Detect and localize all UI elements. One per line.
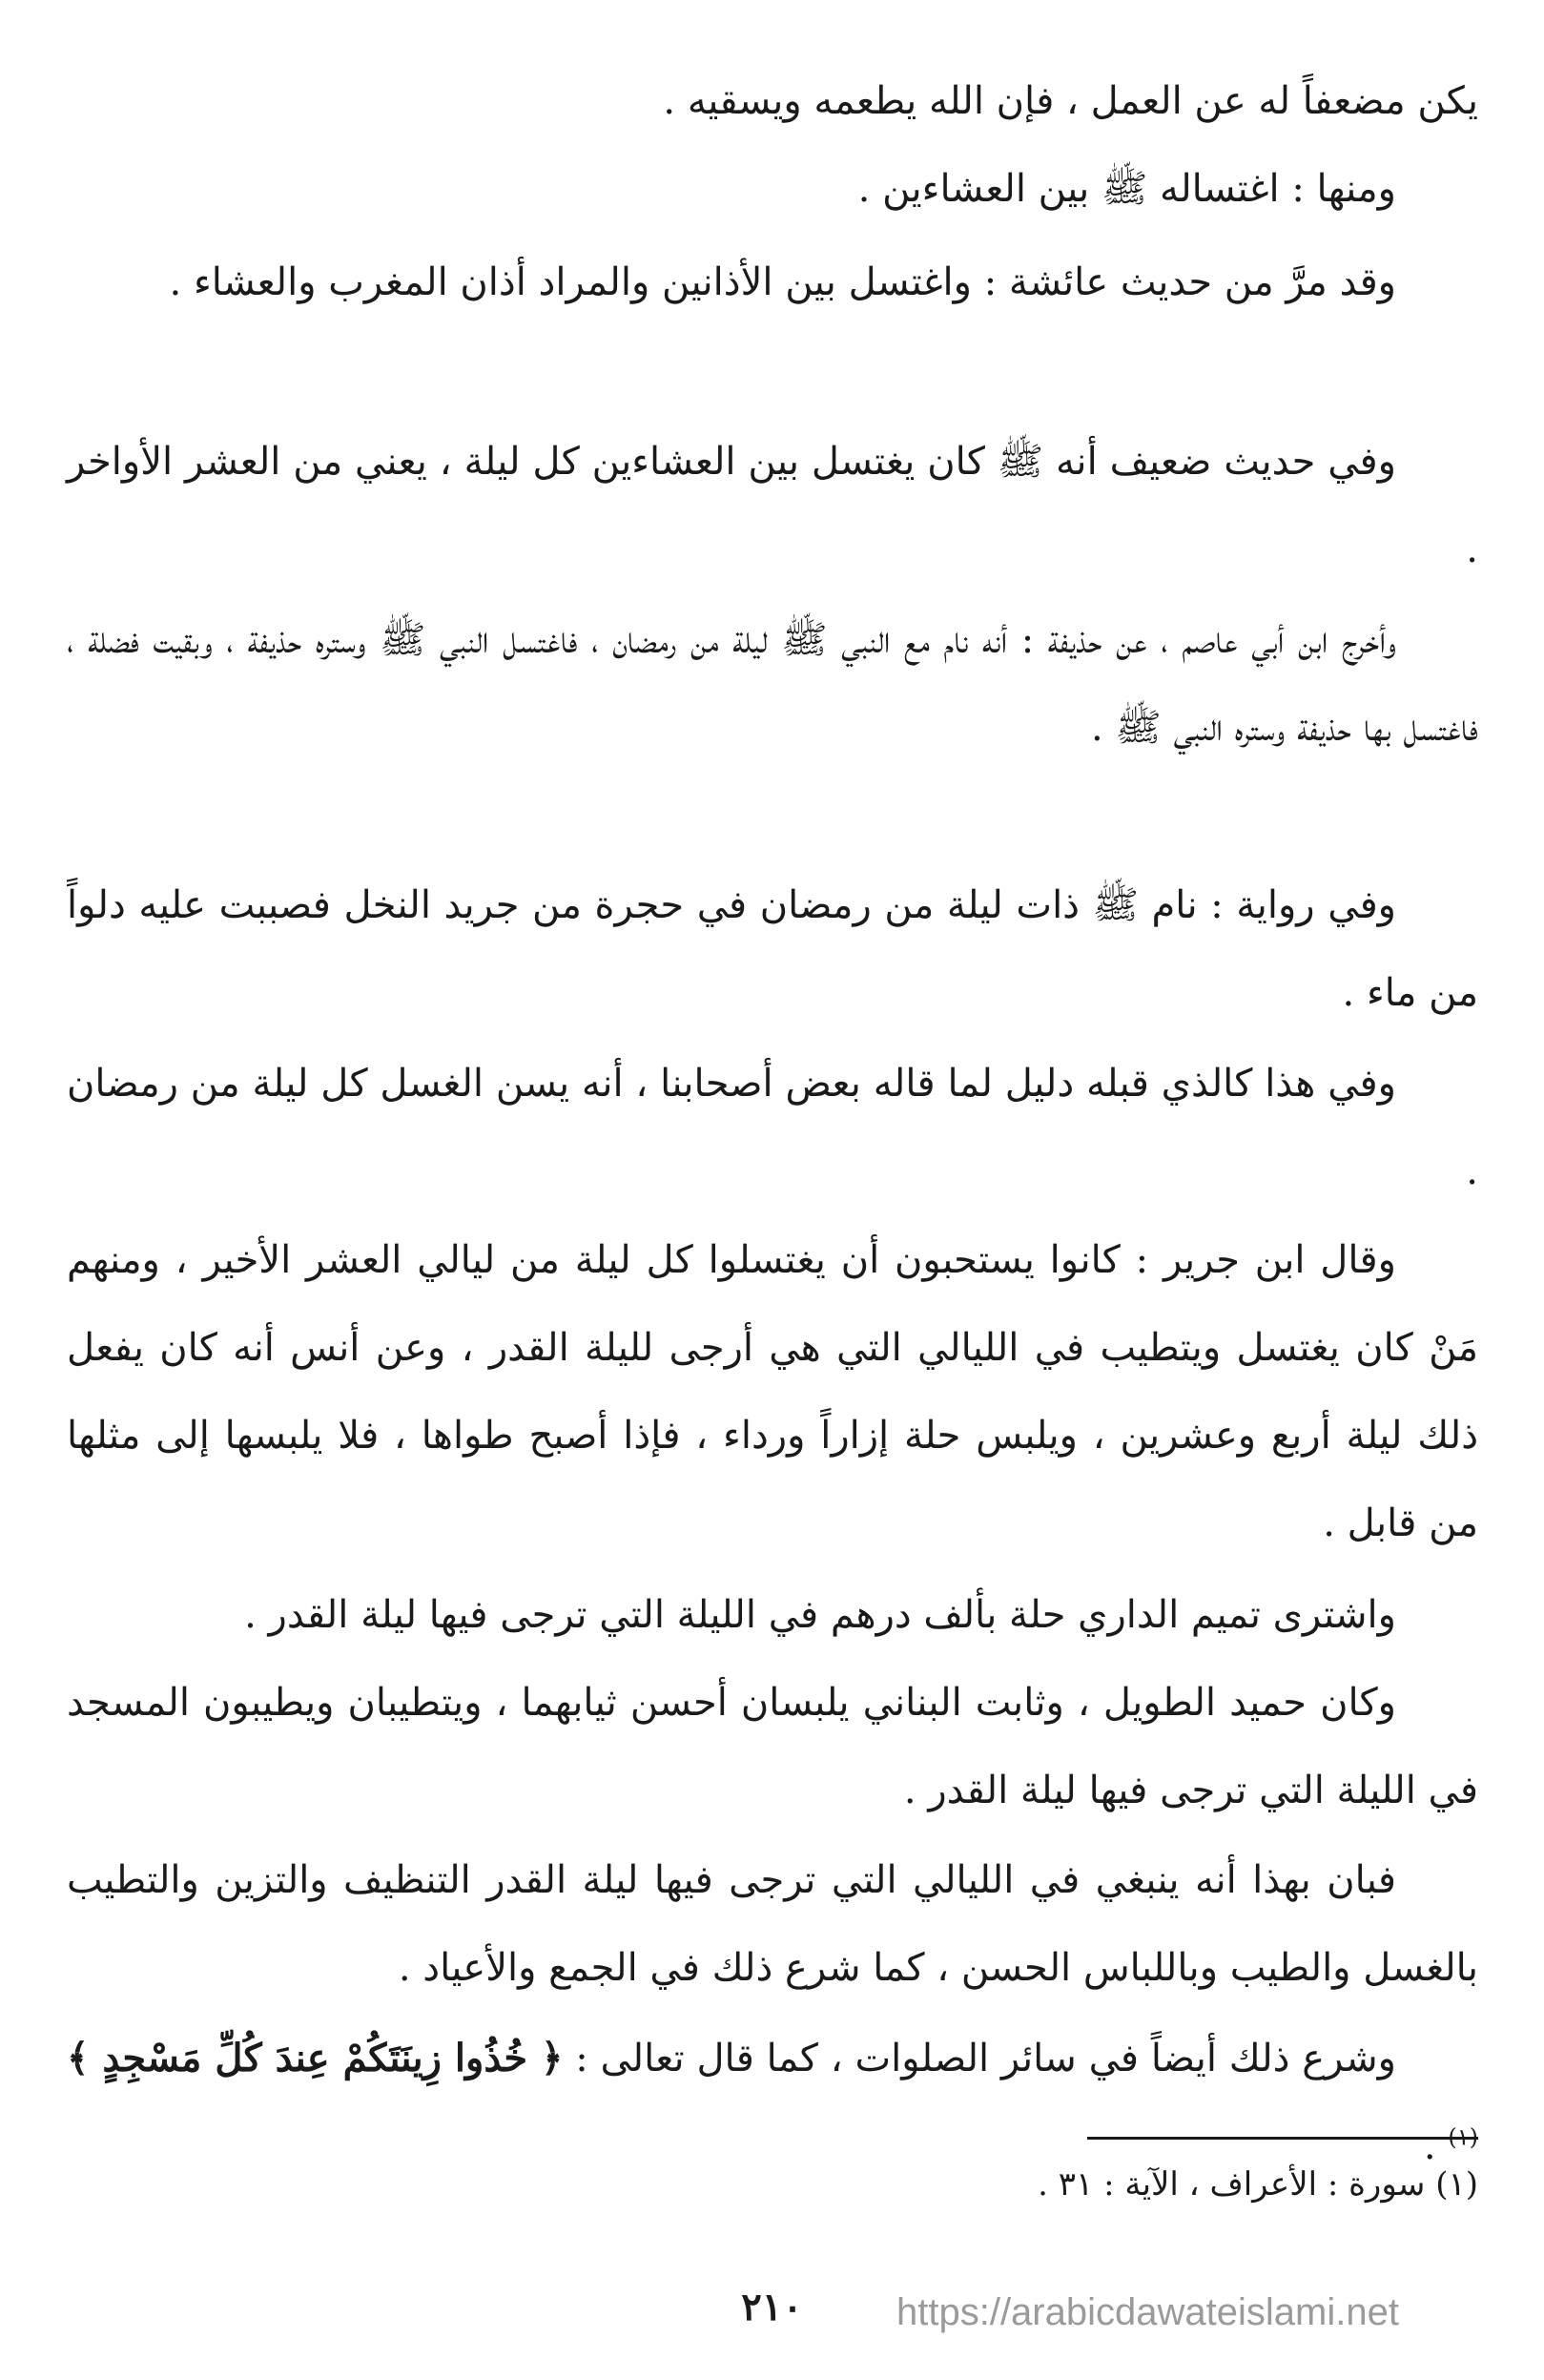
footnote-reference[interactable]: (١): [1448, 2123, 1478, 2151]
watermark-url: https://arabicdawateislami.net: [896, 2291, 1399, 2333]
paragraph-2: ومنها : اغتساله ﷺ بين العشاءين .: [857, 167, 1396, 211]
paragraph-5: وأخرج ابن أبي عاصم ، عن حذيفة : أنه نام مع النبي ﷺ ليلة من رمضان ، فاغتسل النبي ﷺ وستره حذيفة ، وبقيت فضلة ، فاغتسل بها حذيفة وستره النبي ﷺ .: [67, 618, 1478, 750]
paragraph-10: وكان حميد الطويل ، وثابت البناني يلبسان أحسن ثيابهما ، ويتطيبان ويطيبون المسجد في الليلة التي ترجى فيها ليلة القدر .: [67, 1681, 1478, 1812]
book-page: [67, 57, 1478, 2289]
quran-verse: ﴿ خُذُوا زِينَتَكُمْ عِندَ كُلِّ مَسْجِدٍ ﴾: [67, 2036, 564, 2080]
paragraph-11: فبان بهذا أنه ينبغي في الليالي التي ترجى فيها ليلة القدر التنظيف والتزين والتطيب بالغسل والطيب وباللباس الحسن ، كما شرع ذلك في الجمع والأعياد .: [67, 1858, 1478, 1990]
paragraph-8: وقال ابن جرير : كانوا يستحبون أن يغتسلوا كل ليلة من ليالي العشر الأخير ، ومنهم مَنْ كان يغتسل ويتطيب في الليالي التي هي أرجى لليلة القدر ، وعن أنس أنه كان يفعل ذلك ليلة أربع وعشرين ، ويلبس حلة إزاراً ورداء ، فإذا أصبح طواها ، فلا يلبسها إلى مثلها من قابل .: [67, 1238, 1479, 1545]
paragraph-12-end: .: [1423, 2124, 1449, 2168]
paragraph-4: وفي حديث ضعيف أنه ﷺ كان يغتسل بين العشاءين كل ليلة ، يعني من العشر الأواخر .: [67, 440, 1478, 571]
paragraph-1: يكن مضعفاً له عن العمل ، فإن الله يطعمه ويسقيه .: [663, 79, 1478, 123]
paragraph-12-text: وشرع ذلك أيضاً في سائر الصلوات ، كما قال تعالى :: [563, 2037, 1397, 2080]
paragraph-7: وفي هذا كالذي قبله دليل لما قاله بعض أصحابنا ، أنه يسن الغسل كل ليلة من رمضان .: [67, 1062, 1478, 1193]
page-number: ٢١٠: [741, 2285, 803, 2329]
paragraph-3: وقد مرَّ من حديث عائشة : واغتسل بين الأذانين والمراد أذان المغرب والعشاء .: [169, 260, 1396, 304]
paragraph-6: وفي رواية : نام ﷺ ذات ليلة من رمضان في حجرة من جريد النخل فصببت عليه دلواً من ماء .: [67, 883, 1478, 1015]
footnote-separator: [1087, 2137, 1478, 2140]
paragraph-9: واشترى تميم الداري حلة بألف درهم في الليلة التي ترجى فيها ليلة القدر .: [244, 1593, 1396, 1637]
footnote: (١) سورة : الأعراف ، الآية : ٣١ .: [1038, 2165, 1478, 2204]
